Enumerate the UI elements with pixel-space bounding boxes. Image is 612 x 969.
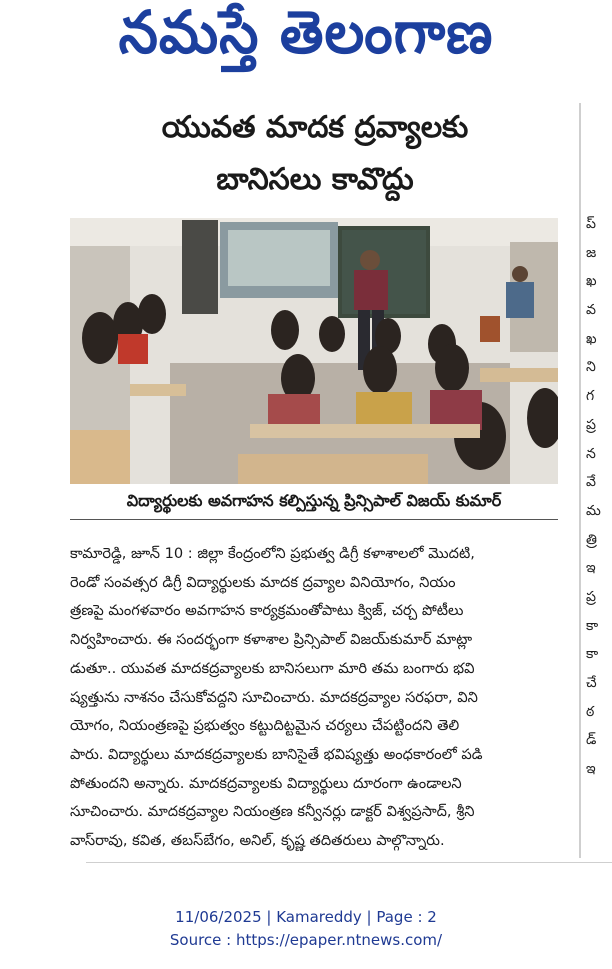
footer-source: Source : https://epaper.ntnews.com/: [169, 931, 443, 949]
fragment: మ: [586, 502, 601, 519]
photo-caption: విద్యార్థులకు అవగాహన కల్పిస్తున్న ప్రిన్సిపాల్ విజయ్ కుమార్: [126, 491, 502, 510]
fragment: చే: [586, 675, 597, 691]
fragment: ప్ర: [586, 416, 596, 433]
masthead: [0, 0, 612, 80]
headline-line-1: యువత మాదక ద్రవ్యాలకు: [161, 110, 469, 145]
newspaper-title: నమస్తే తెలంగాణ: [118, 0, 494, 67]
body-line: కామారెడ్డి, జూన్ 10 : జిల్లా కేంద్రంలోని ప్రభుత్వ డిగ్రీ కళాశాలలో మొదటి,: [70, 545, 475, 562]
body-line: డుతూ.. యువత మాదకద్రవ్యాలకు బానిసలుగా మారి తమ బంగారు భవి: [70, 659, 475, 677]
fragment: డ్: [586, 732, 597, 749]
fragment: ఖ: [586, 330, 597, 347]
fragment: గ: [586, 388, 595, 405]
page-divider: [86, 862, 612, 863]
body-line: ష్యత్తును నాశనం చేసుకోవద్దని సూచించారు. మాదకద్రవ్యాల సరఫరా, విని: [70, 688, 478, 706]
fragment: కా: [586, 617, 599, 634]
body-line: సూచించారు. మాదకద్రవ్యాల నియంత్రణ కన్వీనర్లు డాక్టర్ విశ్వప్రసాద్, శ్రీని: [70, 803, 475, 821]
fragment: న: [586, 445, 596, 462]
fragment: వ: [586, 302, 596, 319]
adjacent-column-fragments: [586, 210, 612, 784]
headline-line-2: బానిసలు కావొద్దు: [216, 162, 414, 197]
fragment: ఇ: [586, 560, 596, 577]
fragment: కా: [586, 646, 599, 663]
body-line: పోతుందని అన్నారు. మాదకద్రవ్యాలకు విద్యార్థులు దూరంగా ఉండాలని: [70, 774, 462, 792]
fragment: ఠ: [586, 703, 595, 720]
footer-date-edition: 11/06/2025 | Kamareddy | Page : 2: [175, 908, 437, 926]
fragment: ని: [586, 359, 596, 376]
article-photo: [70, 218, 558, 484]
body-line: త్రణపై మంగళవారం అవగాహన కార్యక్రమంతోపాటు క్విజ్, చర్చ పోటీలు: [70, 602, 464, 620]
body-line: యోగం, నియంత్రణపై ప్రభుత్వం కట్టుదిట్టమైన చర్యలు చేపట్టిందని తెలి: [70, 717, 460, 735]
fragment: జ: [586, 244, 597, 261]
fragment: త్రి: [586, 531, 597, 548]
article-body: [70, 540, 556, 856]
fragment: ప్ర: [586, 588, 596, 605]
caption-rule: [70, 519, 558, 520]
fragment: ఇ: [586, 761, 596, 778]
column-divider: [579, 103, 581, 858]
body-line: రెండో సంవత్సర డిగ్రీ విద్యార్థులకు మాదక ద్రవ్యాల వినియోగం, నియం: [70, 573, 456, 591]
body-line: నిర్వహించారు. ఈ సందర్భంగా కళాశాల ప్రిన్సిపాల్ విజయ్‌కుమార్ మాట్లా: [70, 631, 473, 649]
body-line: పారు. విద్యార్థులు మాదకద్రవ్యాలకు బానిసైతే భవిష్యత్తు అంధకారంలో పడి: [70, 745, 483, 763]
fragment: ప్: [586, 216, 596, 232]
fragment: ఖ: [586, 273, 597, 290]
fragment: వే: [586, 474, 596, 491]
body-line: వాస్‌రావు, కవిత, తబస్‌బేగం, అనిల్, కృష్ణ తదితరులు పాల్గొన్నారు.: [70, 832, 445, 850]
